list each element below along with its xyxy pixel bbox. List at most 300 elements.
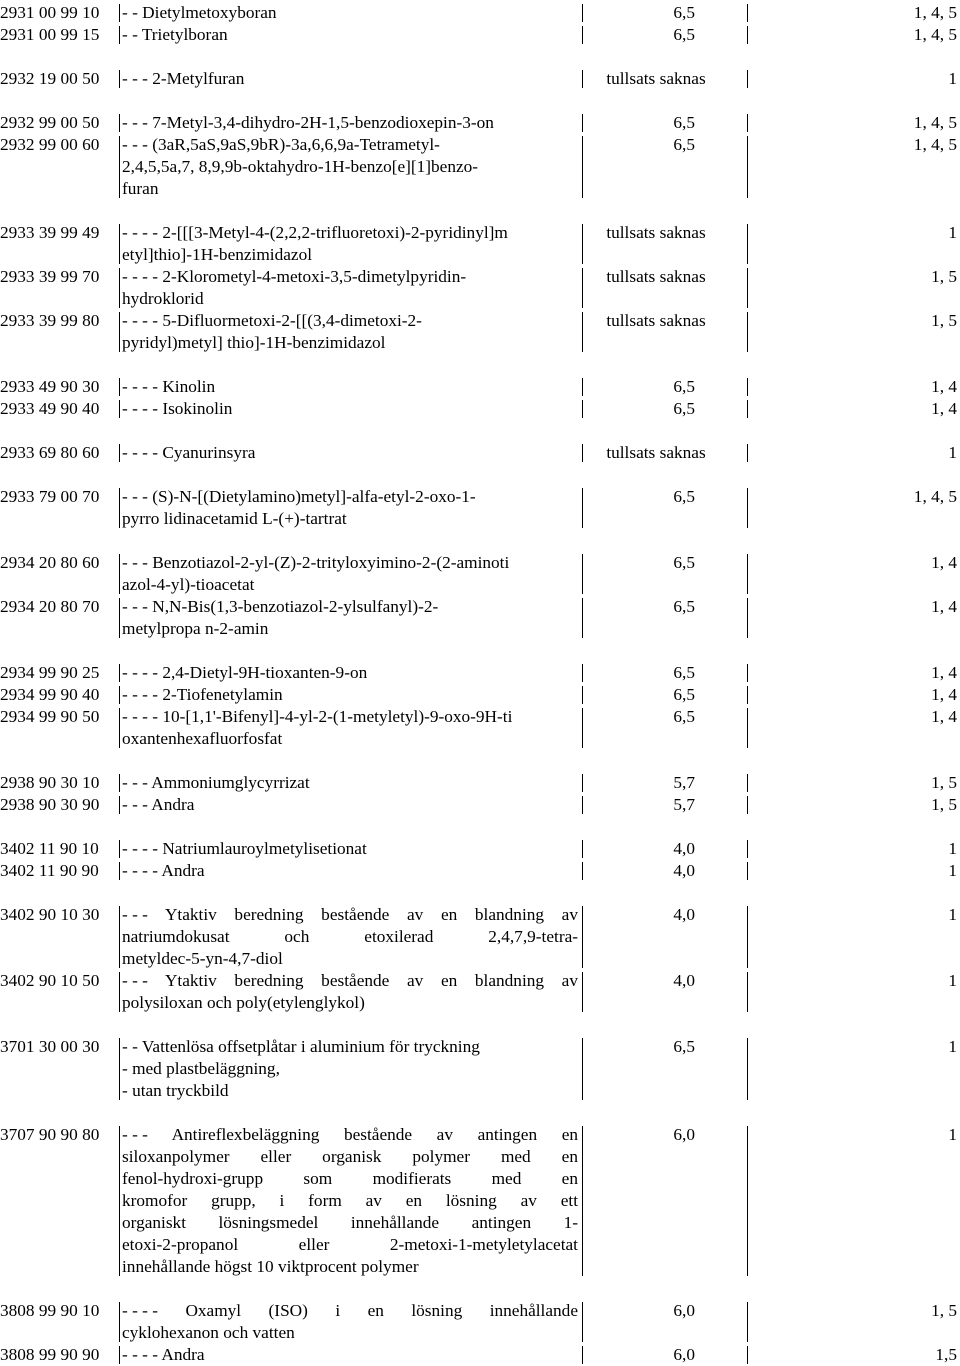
tariff-code: 2933 49 90 30 [0, 377, 100, 396]
description-line [122, 904, 578, 926]
duty-rate: 6,5 [673, 3, 695, 22]
column-divider [582, 1346, 583, 1364]
column-divider [747, 1038, 748, 1100]
description-text: 2,4-Dietyl-9H-tioxanten-9-on [162, 663, 368, 682]
goods-description [122, 706, 578, 750]
description-text: - med plastbeläggning, [122, 1059, 280, 1078]
goods-description [122, 970, 578, 1014]
description-text: etoxi-2-propanol eller 2-metoxi-1-metyletylacetat [122, 1235, 578, 1254]
duty-rate: 5,7 [673, 773, 695, 792]
column-divider [747, 554, 748, 594]
goods-description [122, 838, 578, 860]
level-dashes: - - - [122, 795, 148, 814]
tariff-code: 2933 39 99 80 [0, 311, 100, 330]
description-line [122, 1124, 578, 1146]
column-divider [582, 862, 583, 880]
description-line [122, 1036, 578, 1058]
column-divider [119, 378, 120, 396]
column-divider [747, 1126, 748, 1276]
column-divider [747, 224, 748, 264]
level-dashes: - - - - [122, 663, 158, 682]
column-divider [119, 312, 120, 352]
duty-rate: 6,5 [673, 707, 695, 726]
column-divider [582, 840, 583, 858]
footnote-refs: 1 [948, 69, 957, 88]
column-divider [582, 136, 583, 198]
description-line [122, 376, 578, 398]
description-line [122, 134, 578, 156]
description-text: natriumdokusat och etoxilerad 2,4,7,9-tetra- [122, 927, 578, 946]
table-row [0, 2, 960, 24]
column-divider [747, 444, 748, 462]
goods-description [122, 1036, 578, 1102]
duty-rate: 6,5 [673, 399, 695, 418]
duty-rate: tullsats saknas [606, 223, 706, 242]
column-divider [747, 400, 748, 418]
column-divider [119, 1038, 120, 1100]
table-row [0, 1036, 960, 1102]
column-divider [582, 70, 583, 88]
footnote-refs: 1,5 [935, 1345, 957, 1364]
column-divider [119, 4, 120, 22]
description-line [122, 1146, 578, 1168]
goods-description [122, 684, 578, 706]
column-divider [119, 972, 120, 1012]
footnote-refs: 1 [948, 839, 957, 858]
description-text: etyl]thio]-1H-benzimidazol [122, 245, 313, 264]
description-text: Natriumlauroylmetylisetionat [162, 839, 367, 858]
goods-description [122, 596, 578, 640]
description-line [122, 728, 578, 750]
description-text: N,N-Bis(1,3-benzotiazol-2-ylsulfanyl)-2- [152, 597, 439, 616]
description-text: Ytaktiv beredning bestående av en blandning av [164, 971, 578, 990]
description-line [122, 178, 578, 200]
goods-description [122, 2, 578, 24]
column-divider [747, 114, 748, 132]
description-line [122, 926, 578, 948]
column-divider [747, 4, 748, 22]
column-divider [747, 26, 748, 44]
goods-description [122, 772, 578, 794]
description-text: 2-[[[3-Metyl-4-(2,2,2-trifluoretoxi)-2-pyridinyl]m [162, 223, 508, 242]
column-divider [747, 796, 748, 814]
description-line [122, 442, 578, 464]
description-text: Ammoniumglycyrrizat [151, 773, 310, 792]
description-line [122, 1058, 578, 1080]
footnote-refs: 1 [948, 905, 957, 924]
column-divider [119, 906, 120, 968]
duty-rate: 4,0 [673, 971, 695, 990]
goods-description [122, 266, 578, 310]
duty-rate: 5,7 [673, 795, 695, 814]
description-text: Benzotiazol-2-yl-(Z)-2-trityloxyimino-2-(2-aminoti [152, 553, 510, 572]
description-line [122, 156, 578, 178]
goods-description [122, 904, 578, 970]
level-dashes: - - - [122, 773, 148, 792]
table-row [0, 904, 960, 970]
description-text: Cyanurinsyra [162, 443, 256, 462]
description-text: Andra [161, 861, 205, 880]
description-line [122, 948, 578, 970]
footnote-refs: 1, 4, 5 [913, 113, 957, 132]
column-divider [582, 378, 583, 396]
description-line [122, 706, 578, 728]
footnote-refs: 1, 4, 5 [913, 3, 957, 22]
description-text: Dietylmetoxyboran [142, 3, 277, 22]
tariff-code: 3402 11 90 10 [0, 839, 99, 858]
description-line [122, 772, 578, 794]
tariff-code: 2932 99 00 50 [0, 113, 100, 132]
goods-description [122, 860, 578, 882]
level-dashes: - - - - [122, 685, 158, 704]
description-text: 5-Difluormetoxi-2-[[(3,4-dimetoxi-2- [162, 311, 422, 330]
column-divider [119, 1126, 120, 1276]
description-line [122, 244, 578, 266]
description-text: Vattenlösa offsetplåtar i aluminium för tryckning [141, 1037, 480, 1056]
goods-description [122, 68, 578, 90]
tariff-code: 2933 69 80 60 [0, 443, 100, 462]
footnote-refs: 1, 4 [931, 399, 957, 418]
column-divider [582, 488, 583, 528]
column-divider [119, 136, 120, 198]
level-dashes: - - - - [122, 839, 158, 858]
description-line [122, 1322, 578, 1344]
column-divider [119, 774, 120, 792]
tariff-code: 2933 39 99 49 [0, 223, 100, 242]
description-text: oxantenhexafluorfosfat [122, 729, 283, 748]
description-text: Antireflexbeläggning bestående av antingen en [171, 1125, 579, 1144]
level-dashes: - - [122, 3, 138, 22]
footnote-refs: 1, 4, 5 [913, 487, 957, 506]
column-divider [119, 840, 120, 858]
description-text: 2-Klorometyl-4-metoxi-3,5-dimetylpyridin- [162, 267, 467, 286]
duty-rate: tullsats saknas [606, 311, 706, 330]
level-dashes: - - - - [122, 707, 158, 726]
column-divider [747, 312, 748, 352]
column-divider [582, 664, 583, 682]
footnote-refs: 1, 4 [931, 553, 957, 572]
goods-description [122, 24, 578, 46]
column-divider [747, 598, 748, 638]
table-row [0, 310, 960, 354]
column-divider [582, 796, 583, 814]
table-row [0, 838, 960, 860]
column-divider [119, 444, 120, 462]
tariff-code: 3402 90 10 30 [0, 905, 100, 924]
footnote-refs: 1 [948, 1037, 957, 1056]
column-divider [582, 1038, 583, 1100]
duty-rate: tullsats saknas [606, 69, 706, 88]
tariff-code: 2933 49 90 40 [0, 399, 100, 418]
tariff-code: 2932 19 00 50 [0, 69, 100, 88]
table-row [0, 112, 960, 134]
tariff-code: 3701 30 00 30 [0, 1037, 100, 1056]
description-text: kromofor grupp, i form av en lösning av ett [122, 1191, 578, 1210]
footnote-refs: 1, 5 [931, 1301, 957, 1320]
table-row [0, 596, 960, 640]
level-dashes: - - [122, 1037, 138, 1056]
goods-description [122, 310, 578, 354]
goods-description [122, 442, 578, 464]
description-line [122, 596, 578, 618]
column-divider [119, 1302, 120, 1342]
level-dashes: - - - - [122, 223, 158, 242]
description-line [122, 266, 578, 288]
column-divider [119, 70, 120, 88]
footnote-refs: 1 [948, 223, 957, 242]
description-line [122, 1256, 578, 1278]
goods-description [122, 376, 578, 398]
level-dashes: - - - [122, 971, 148, 990]
description-line [122, 838, 578, 860]
column-divider [747, 708, 748, 748]
description-line [122, 552, 578, 574]
column-divider [747, 378, 748, 396]
tariff-code: 3707 90 90 80 [0, 1125, 100, 1144]
description-text: Kinolin [162, 377, 216, 396]
column-divider [747, 840, 748, 858]
footnote-refs: 1, 5 [931, 267, 957, 286]
column-divider [119, 488, 120, 528]
description-line [122, 860, 578, 882]
table-row [0, 68, 960, 90]
duty-rate: 6,5 [673, 377, 695, 396]
description-line [122, 574, 578, 596]
column-divider [119, 796, 120, 814]
level-dashes: - - - [122, 113, 148, 132]
tariff-code: 2938 90 30 10 [0, 773, 100, 792]
goods-description [122, 1300, 578, 1344]
column-divider [747, 664, 748, 682]
column-divider [582, 906, 583, 968]
tariff-code: 2931 00 99 10 [0, 3, 100, 22]
column-divider [582, 4, 583, 22]
level-dashes: - - - - [122, 267, 158, 286]
footnote-refs: 1 [948, 443, 957, 462]
table-row [0, 772, 960, 794]
description-line [122, 618, 578, 640]
description-text: siloxanpolymer eller organisk polymer med en [122, 1147, 578, 1166]
table-row [0, 970, 960, 1014]
tariff-code: 2934 20 80 60 [0, 553, 100, 572]
table-row [0, 376, 960, 398]
description-text: 2-Metylfuran [152, 69, 245, 88]
description-text: Andra [151, 795, 195, 814]
description-line [122, 1212, 578, 1234]
description-text: polysiloxan och poly(etylenglykol) [122, 993, 365, 1012]
description-text: 2,4,5,5a,7, 8,9,9b-oktahydro-1H-benzo[e][1]benzo- [122, 157, 479, 176]
table-row [0, 222, 960, 266]
description-line [122, 2, 578, 24]
column-divider [582, 774, 583, 792]
tariff-code: 2934 99 90 50 [0, 707, 100, 726]
table-row [0, 134, 960, 200]
column-divider [119, 598, 120, 638]
duty-rate: 6,0 [673, 1125, 695, 1144]
column-divider [747, 774, 748, 792]
tariff-code: 3402 90 10 50 [0, 971, 100, 990]
footnote-refs: 1, 4 [931, 685, 957, 704]
table-row [0, 1124, 960, 1278]
description-line [122, 1300, 578, 1322]
description-text: Trietylboran [141, 25, 228, 44]
footnote-refs: 1 [948, 971, 957, 990]
description-text: Oxamyl (ISO) i en lösning innehållande [185, 1301, 578, 1320]
description-line [122, 794, 578, 816]
duty-rate: 6,5 [673, 1037, 695, 1056]
column-divider [582, 686, 583, 704]
tariff-code: 2934 20 80 70 [0, 597, 100, 616]
description-line [122, 68, 578, 90]
table-row [0, 860, 960, 882]
footnote-refs: 1, 4, 5 [913, 135, 957, 154]
description-line [122, 1080, 578, 1102]
goods-description [122, 552, 578, 596]
description-line [122, 310, 578, 332]
level-dashes: - - - - [122, 399, 158, 418]
description-line [122, 970, 578, 992]
tariff-code: 2933 39 99 70 [0, 267, 100, 286]
description-line [122, 992, 578, 1014]
duty-rate: 6,0 [673, 1345, 695, 1364]
column-divider [582, 598, 583, 638]
description-text: pyrro lidinacetamid L-(+)-tartrat [122, 509, 347, 528]
goods-description [122, 222, 578, 266]
table-row [0, 684, 960, 706]
description-line [122, 288, 578, 310]
description-line [122, 1344, 578, 1366]
table-row [0, 1344, 960, 1366]
column-divider [119, 554, 120, 594]
column-divider [747, 70, 748, 88]
table-row [0, 486, 960, 530]
footnote-refs: 1 [948, 1125, 957, 1144]
goods-description [122, 1344, 578, 1366]
duty-rate: 6,5 [673, 487, 695, 506]
duty-rate: 4,0 [673, 905, 695, 924]
footnote-refs: 1, 4 [931, 377, 957, 396]
tariff-code: 3402 11 90 90 [0, 861, 99, 880]
table-row [0, 398, 960, 420]
goods-description [122, 398, 578, 420]
goods-description [122, 662, 578, 684]
column-divider [582, 224, 583, 264]
tariff-code: 2931 00 99 15 [0, 25, 100, 44]
description-text: Ytaktiv beredning bestående av en blandning av [164, 905, 578, 924]
description-text: fenol-hydroxi-grupp som modifierats med en [122, 1169, 578, 1188]
duty-rate: 4,0 [673, 839, 695, 858]
column-divider [747, 268, 748, 308]
description-text: Andra [161, 1345, 205, 1364]
column-divider [119, 686, 120, 704]
column-divider [747, 1346, 748, 1364]
column-divider [582, 312, 583, 352]
duty-rate: 6,5 [673, 113, 695, 132]
column-divider [119, 664, 120, 682]
description-line [122, 486, 578, 508]
table-row [0, 552, 960, 596]
description-line [122, 508, 578, 530]
description-line [122, 222, 578, 244]
column-divider [582, 114, 583, 132]
description-text: metylpropa n-2-amin [122, 619, 269, 638]
description-line [122, 332, 578, 354]
column-divider [582, 972, 583, 1012]
tariff-code: 2932 99 00 60 [0, 135, 100, 154]
level-dashes: - - - [122, 597, 148, 616]
column-divider [582, 400, 583, 418]
tariff-code: 3808 99 90 90 [0, 1345, 100, 1364]
tariff-table [0, 2, 960, 1366]
duty-rate: 6,5 [673, 597, 695, 616]
level-dashes: - - - [122, 135, 148, 154]
column-divider [747, 136, 748, 198]
level-dashes: - - - - [122, 1301, 158, 1320]
tariff-code: 2934 99 90 40 [0, 685, 100, 704]
tariff-code: 2934 99 90 25 [0, 663, 100, 682]
footnote-refs: 1, 5 [931, 311, 957, 330]
table-row [0, 266, 960, 310]
column-divider [119, 114, 120, 132]
description-text: 10-[1,1'-Bifenyl]-4-yl-2-(1-metyletyl)-9-oxo-9H-ti [162, 707, 513, 726]
goods-description [122, 134, 578, 200]
level-dashes: - - - - [122, 861, 158, 880]
table-row [0, 706, 960, 750]
description-text: 2-Tiofenetylamin [162, 685, 283, 704]
description-line [122, 684, 578, 706]
duty-rate: 4,0 [673, 861, 695, 880]
footnote-refs: 1, 4 [931, 663, 957, 682]
footnote-refs: 1, 4 [931, 707, 957, 726]
level-dashes: - - - [122, 553, 148, 572]
description-line [122, 662, 578, 684]
column-divider [119, 400, 120, 418]
table-row [0, 794, 960, 816]
column-divider [747, 972, 748, 1012]
goods-description [122, 112, 578, 134]
column-divider [119, 26, 120, 44]
duty-rate: tullsats saknas [606, 267, 706, 286]
column-divider [119, 268, 120, 308]
column-divider [747, 862, 748, 880]
table-row [0, 24, 960, 46]
description-text: - utan tryckbild [122, 1081, 229, 1100]
column-divider [119, 224, 120, 264]
goods-description [122, 486, 578, 530]
duty-rate: 6,5 [673, 135, 695, 154]
description-line [122, 112, 578, 134]
column-divider [582, 268, 583, 308]
table-row [0, 1300, 960, 1344]
table-row [0, 442, 960, 464]
footnote-refs: 1, 5 [931, 795, 957, 814]
description-text: innehållande högst 10 viktprocent polymer [122, 1257, 419, 1276]
description-line [122, 1190, 578, 1212]
description-line [122, 1234, 578, 1256]
level-dashes: - - - [122, 487, 148, 506]
goods-description [122, 1124, 578, 1278]
description-text: (3aR,5aS,9aS,9bR)-3a,6,6,9a-Tetrametyl- [152, 135, 440, 154]
description-text: organiskt lösningsmedel innehållande antingen 1- [122, 1213, 578, 1232]
description-text: (S)-N-[(Dietylamino)metyl]-alfa-etyl-2-oxo-1- [152, 487, 476, 506]
tariff-code: 3808 99 90 10 [0, 1301, 100, 1320]
description-line [122, 24, 578, 46]
description-text: azol-4-yl)-tioacetat [122, 575, 255, 594]
description-text: 7-Metyl-3,4-dihydro-2H-1,5-benzodioxepin-3-on [152, 113, 494, 132]
level-dashes: - - - - [122, 1345, 158, 1364]
duty-rate: 6,5 [673, 25, 695, 44]
duty-rate: 6,5 [673, 685, 695, 704]
